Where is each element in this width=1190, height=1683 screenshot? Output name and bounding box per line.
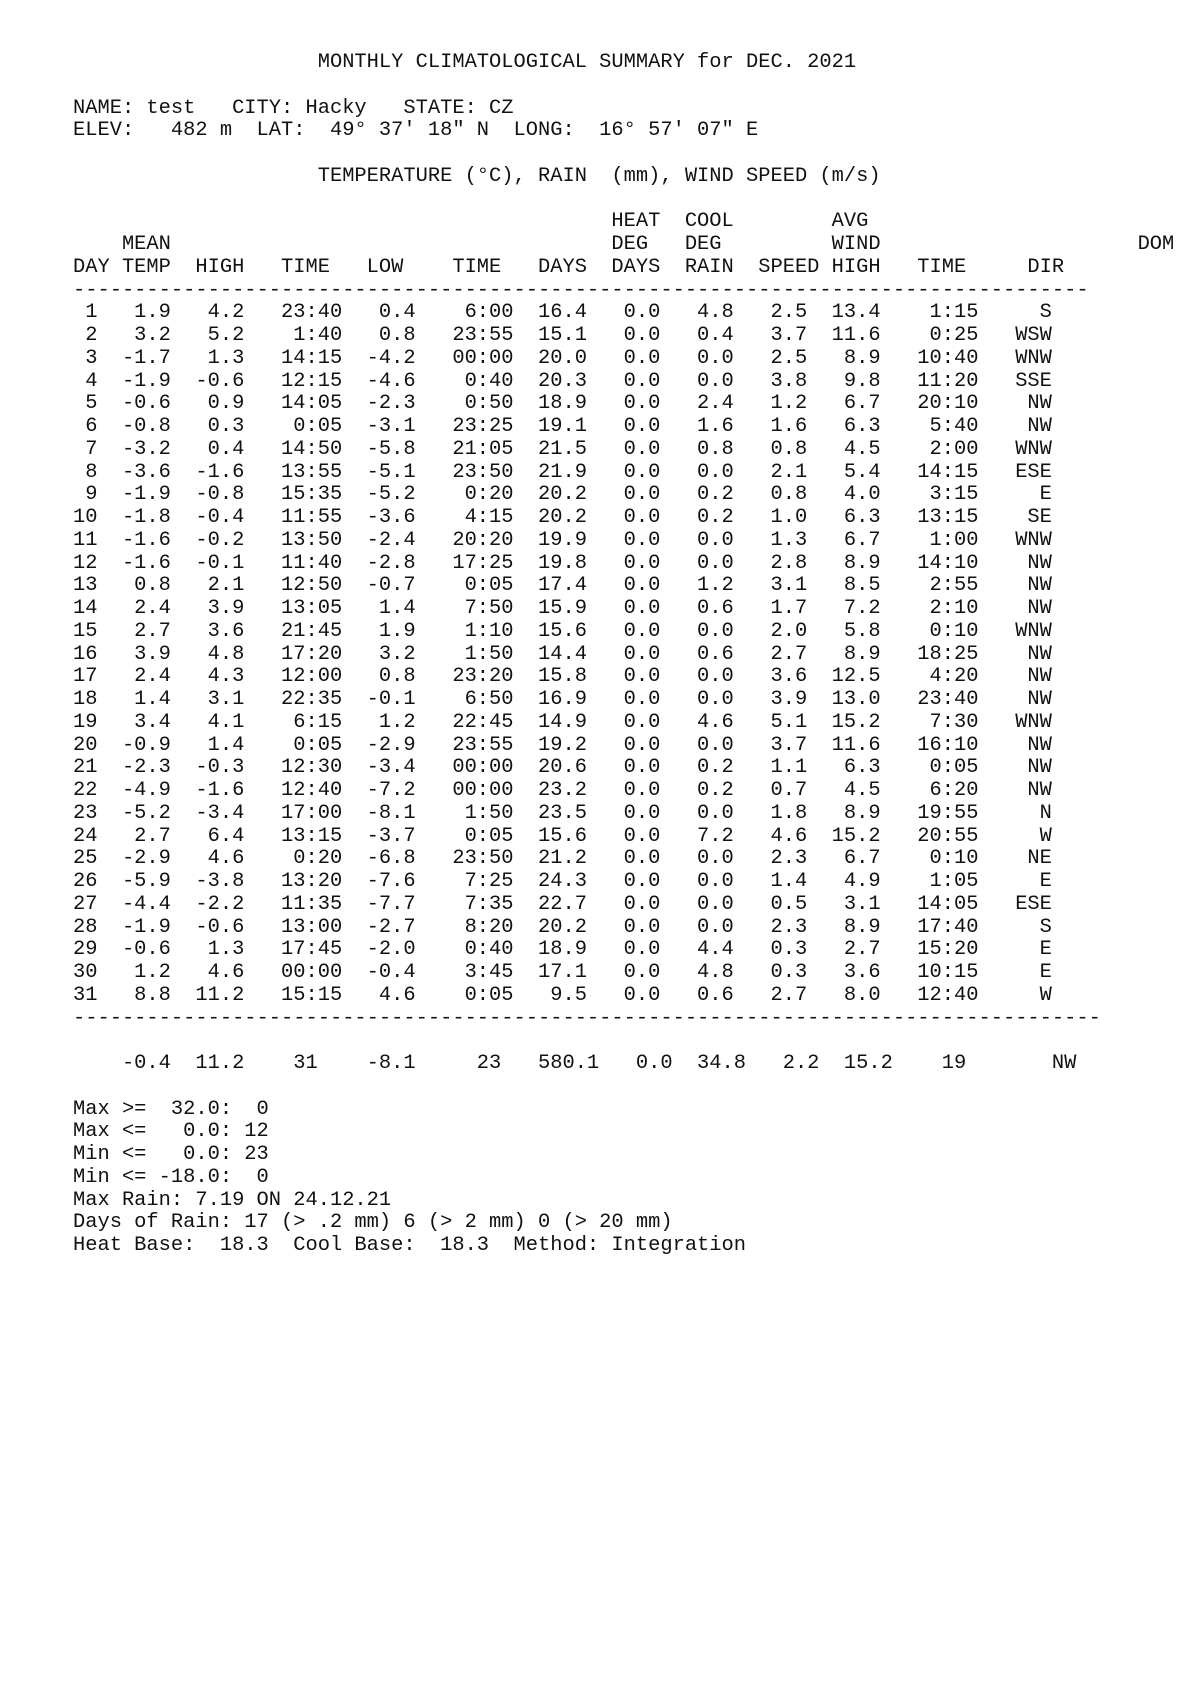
table-row: 1 1.9 4.2 23:40 0.4 6:00 16.4 0.0 4.8 2.5 13.4 1:15 S: [73, 301, 1052, 325]
table-row: 10 -1.8 -0.4 11:55 -3.6 4:15 20.2 0.0 0.2 1.0 6.3 13:15 SE: [73, 506, 1052, 529]
summary-line: Max >= 32.0: 0: [73, 1097, 269, 1121]
table-row: 16 3.9 4.8 17:20 3.2 1:50 14.4 0.0 0.6 2.7 8.9 18:25 NW: [73, 642, 1052, 666]
table-header-line: DAY TEMP HIGH TIME LOW TIME DAYS DAYS RAIN SPEED HIGH TIME DIR: [73, 255, 1065, 279]
blank-line: [73, 75, 1174, 98]
table-row: 17 2.4 4.3 12:00 0.8 23:20 15.8 0.0 0.0 3.6 12.5 4:20 NW: [73, 665, 1052, 689]
table-row: 4 -1.9 -0.6 12:15 -4.6 0:40 20.3 0.0 0.0 3.8 9.8 11:20 SSE: [73, 369, 1052, 393]
blank-line: [73, 143, 1174, 166]
summary-line: Max Rain: 7.19 ON 24.12.21: [73, 1188, 392, 1212]
table-body: [73, 302, 1174, 1007]
table-row: 2 3.2 5.2 1:40 0.8 23:55 15.1 0.0 0.4 3.7 11.6 0:25 WSW: [73, 324, 1052, 347]
station-name-line: NAME: test CITY: Hacky STATE: CZ: [73, 96, 514, 120]
totals-row: -0.4 11.2 31 -8.1 23 580.1 0.0 34.8 2.2 15.2 19 NW: [73, 1052, 1077, 1075]
table-row: 8 -3.6 -1.6 13:55 -5.1 23:50 21.9 0.0 0.0 2.1 5.4 14:15 ESE: [73, 460, 1052, 484]
blank-line: [73, 1030, 1174, 1053]
units-line: TEMPERATURE (°C), RAIN (mm), WIND SPEED (m/s): [73, 164, 881, 188]
summary-line: Max <= 0.0: 12: [73, 1120, 269, 1144]
station-elevation-line: ELEV: 482 m LAT: 49° 37' 18" N LONG: 16° 57' 07" E: [73, 119, 759, 143]
summary-line: Heat Base: 18.3 Cool Base: 18.3 Method: Integration: [73, 1234, 747, 1257]
table-row: 5 -0.6 0.9 14:05 -2.3 0:50 18.9 0.0 2.4 1.2 6.7 20:10 NW: [73, 392, 1052, 416]
table-row: 27 -4.4 -2.2 11:35 -7.7 7:35 22.7 0.0 0.0 0.5 3.1 14:05 ESE: [73, 892, 1052, 916]
blank-line: [73, 1076, 1174, 1099]
table-row: 11 -1.6 -0.2 13:50 -2.4 20:20 19.9 0.0 0.0 1.3 6.7 1:00 WNW: [73, 528, 1052, 552]
blank-line: [73, 189, 1174, 212]
table-header-line: HEAT COOL AVG: [73, 210, 869, 234]
report-text: [73, 52, 1174, 1258]
table-row: 7 -3.2 0.4 14:50 -5.8 21:05 21.5 0.0 0.8 0.8 4.5 2:00 WNW: [73, 437, 1052, 461]
table-row: 30 1.2 4.6 00:00 -0.4 3:45 17.1 0.0 4.8 0.3 3.6 10:15 E: [73, 961, 1052, 984]
table-row: 14 2.4 3.9 13:05 1.4 7:50 15.9 0.0 0.6 1.7 7.2 2:10 NW: [73, 597, 1052, 620]
table-row: 19 3.4 4.1 6:15 1.2 22:45 14.9 0.0 4.6 5.1 15.2 7:30 WNW: [73, 710, 1052, 734]
summary-line: Days of Rain: 17 (> .2 mm) 6 (> 2 mm) 0 (> 20 mm): [73, 1211, 673, 1235]
table-header-line: MEAN DEG DEG WIND DOM: [73, 233, 1175, 256]
table-row: 21 -2.3 -0.3 12:30 -3.4 00:00 20.6 0.0 0.2 1.1 6.3 0:05 NW: [73, 756, 1052, 780]
table-row: 12 -1.6 -0.1 11:40 -2.8 17:25 19.8 0.0 0.0 2.8 8.9 14:10 NW: [73, 551, 1052, 575]
table-row: 9 -1.9 -0.8 15:35 -5.2 0:20 20.2 0.0 0.2 0.8 4.0 3:15 E: [73, 483, 1052, 507]
table-row: 6 -0.8 0.3 0:05 -3.1 23:25 19.1 0.0 1.6 1.6 6.3 5:40 NW: [73, 415, 1052, 438]
table-row: 13 0.8 2.1 12:50 -0.7 0:05 17.4 0.0 1.2 3.1 8.5 2:55 NW: [73, 574, 1052, 598]
table-row: 26 -5.9 -3.8 13:20 -7.6 7:25 24.3 0.0 0.0 1.4 4.9 1:05 E: [73, 870, 1052, 893]
table-separator: ------------------------------------------------------------------------------------: [73, 1006, 1101, 1030]
table-row: 24 2.7 6.4 13:15 -3.7 0:05 15.6 0.0 7.2 4.6 15.2 20:55 W: [73, 824, 1052, 848]
table-row: 23 -5.2 -3.4 17:00 -8.1 1:50 23.5 0.0 0.0 1.8 8.9 19:55 N: [73, 801, 1052, 825]
table-row: 15 2.7 3.6 21:45 1.9 1:10 15.6 0.0 0.0 2.0 5.8 0:10 WNW: [73, 619, 1052, 643]
summary-line: Min <= 0.0: 23: [73, 1143, 269, 1166]
table-row: 28 -1.9 -0.6 13:00 -2.7 8:20 20.2 0.0 0.0 2.3 8.9 17:40 S: [73, 915, 1052, 939]
table-row: 31 8.8 11.2 15:15 4.6 0:05 9.5 0.0 0.6 2.7 8.0 12:40 W: [73, 983, 1052, 1007]
summary-line: Min <= -18.0: 0: [73, 1165, 269, 1189]
report-title: MONTHLY CLIMATOLOGICAL SUMMARY for DEC. 2021: [73, 51, 857, 74]
table-separator: -----------------------------------------------------------------------------------: [73, 278, 1089, 302]
table-row: 29 -0.6 1.3 17:45 -2.0 0:40 18.9 0.0 4.4 0.3 2.7 15:20 E: [73, 938, 1052, 962]
table-row: 22 -4.9 -1.6 12:40 -7.2 00:00 23.2 0.0 0.2 0.7 4.5 6:20 NW: [73, 779, 1052, 802]
table-row: 20 -0.9 1.4 0:05 -2.9 23:55 19.2 0.0 0.0 3.7 11.6 16:10 NW: [73, 733, 1052, 757]
table-row: 25 -2.9 4.6 0:20 -6.8 23:50 21.2 0.0 0.0 2.3 6.7 0:10 NE: [73, 847, 1052, 871]
table-row: 3 -1.7 1.3 14:15 -4.2 00:00 20.0 0.0 0.0 2.5 8.9 10:40 WNW: [73, 346, 1052, 370]
table-row: 18 1.4 3.1 22:35 -0.1 6:50 16.9 0.0 0.0 3.9 13.0 23:40 NW: [73, 688, 1052, 711]
